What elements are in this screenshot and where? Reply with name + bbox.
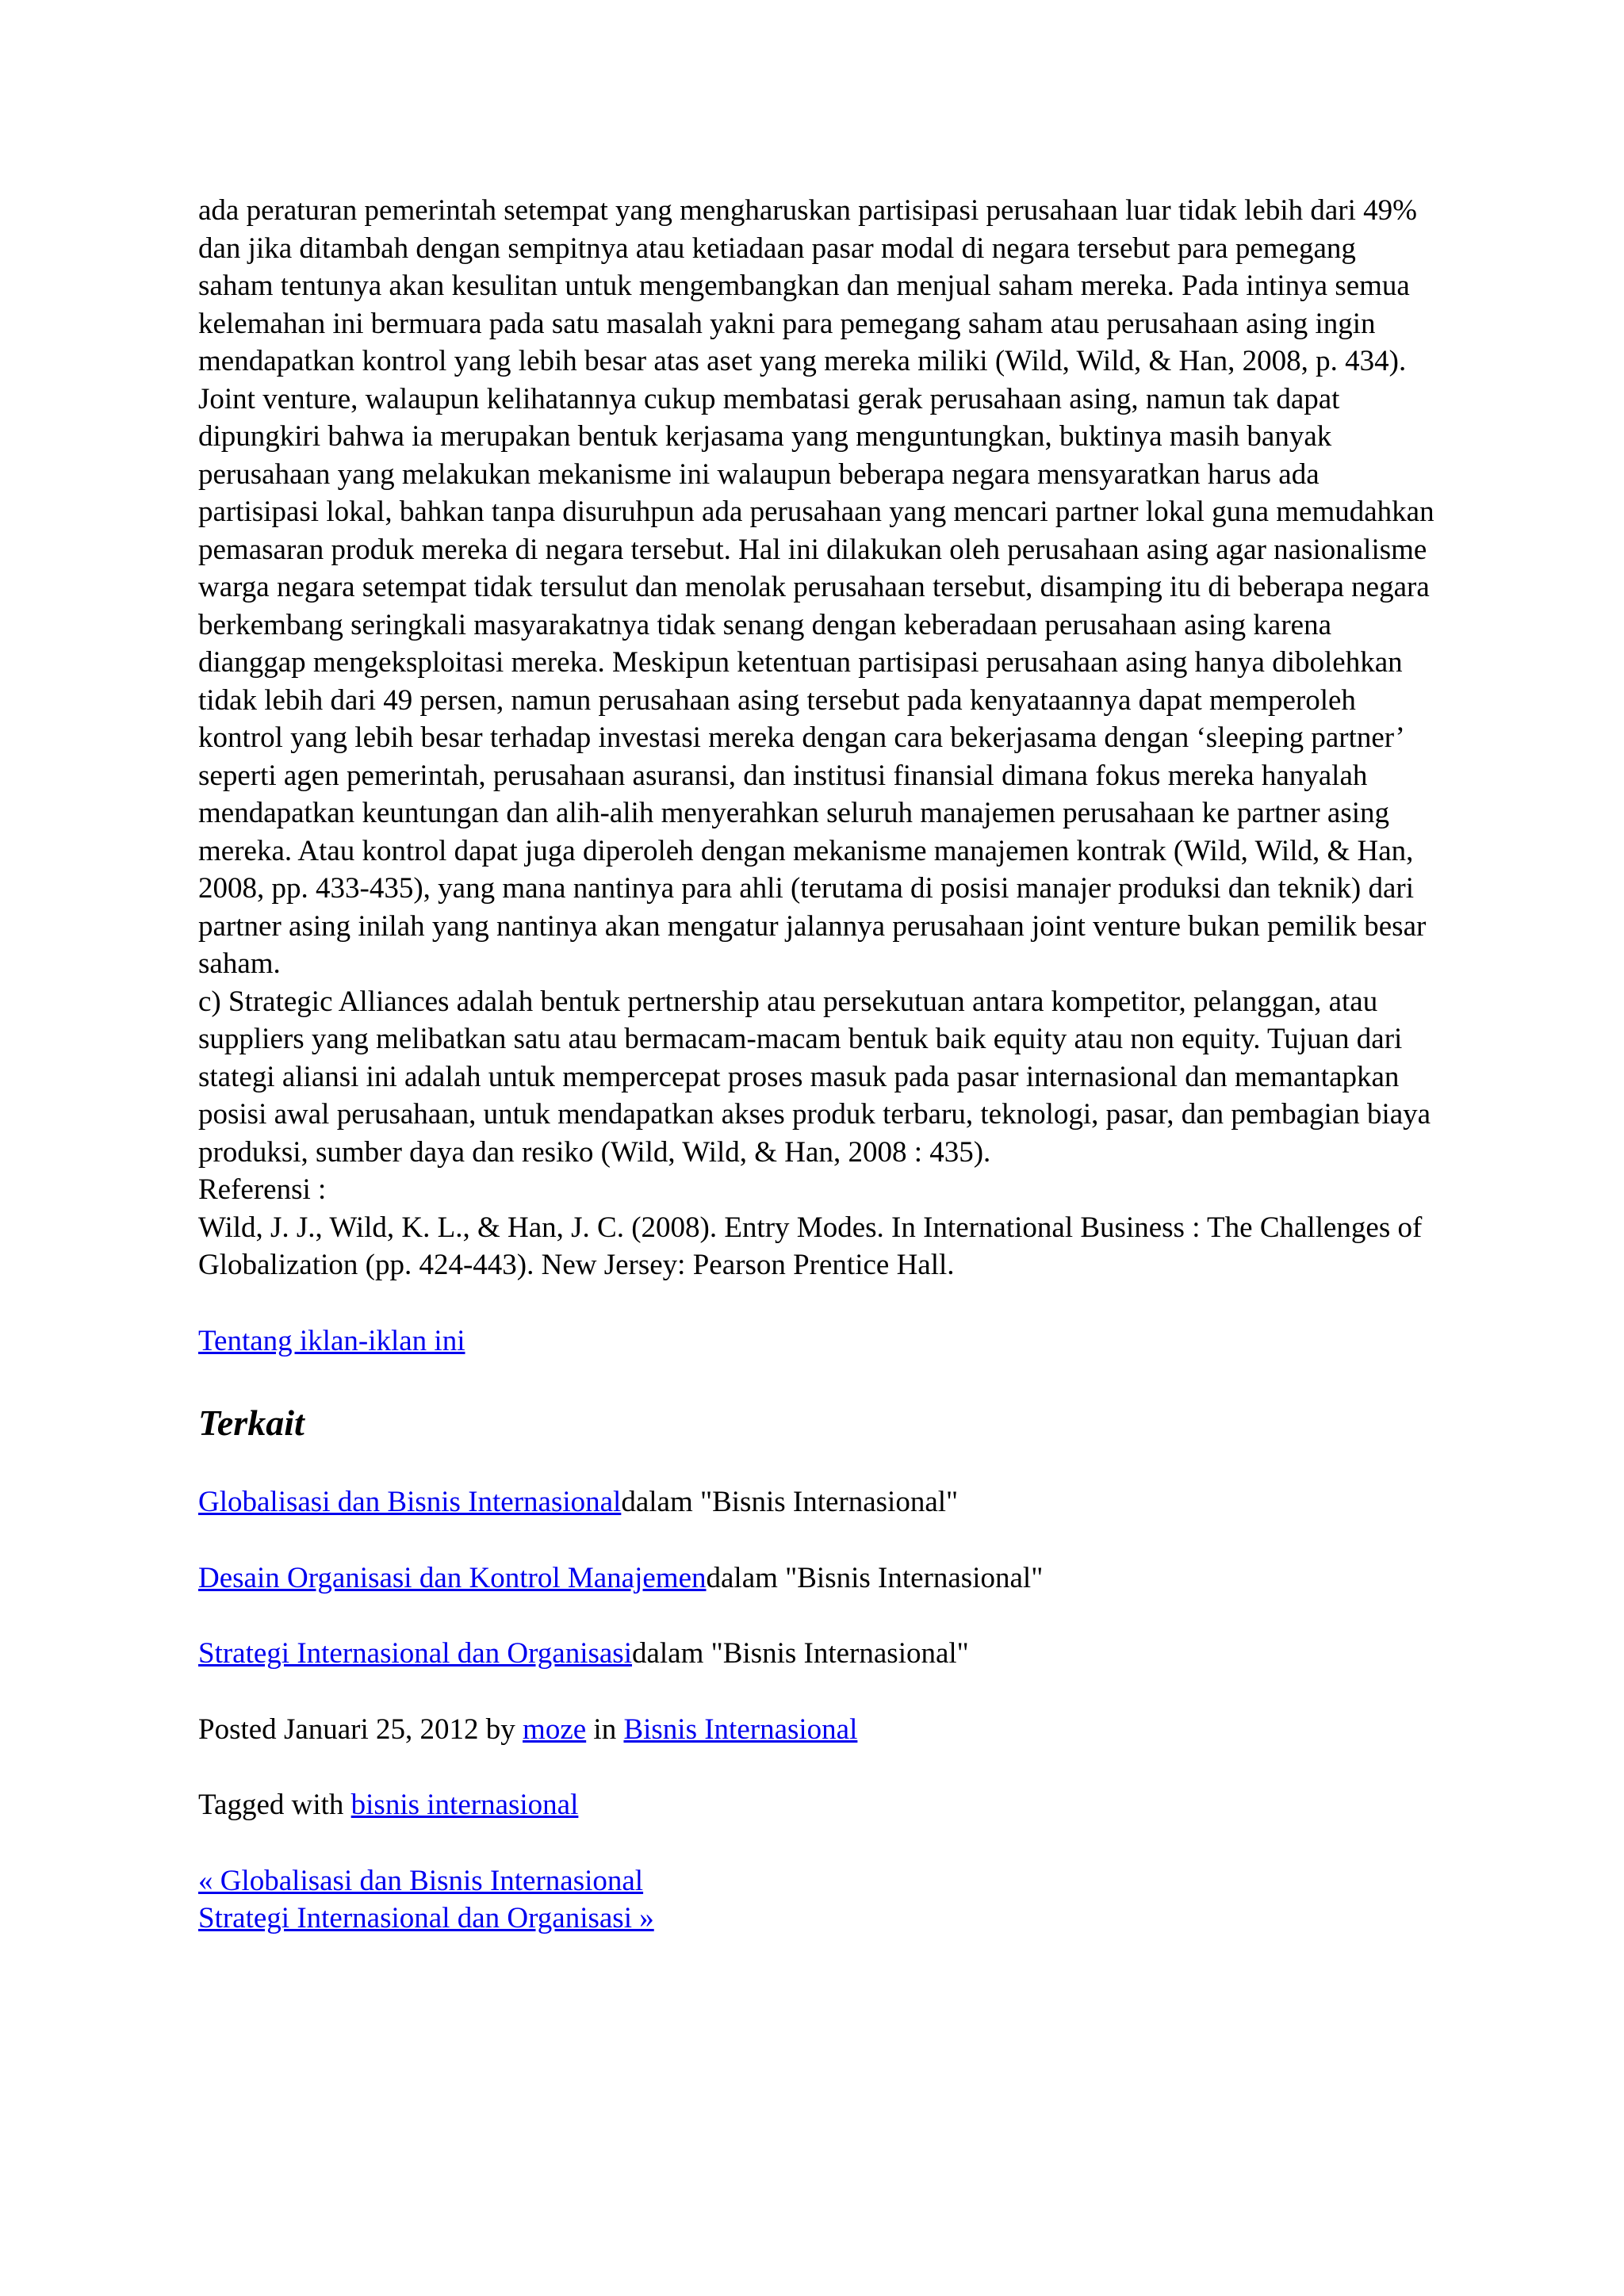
- in-label: in: [586, 1712, 624, 1746]
- related-item: [198, 1483, 1435, 1521]
- about-ads-link[interactable]: Tentang iklan-iklan ini: [198, 1324, 465, 1357]
- article-body: [198, 192, 1435, 1284]
- related-heading: Terkait: [198, 1402, 304, 1443]
- article-paragraph: Joint venture, walaupun kelihatannya cukup membatasi gerak perusahaan asing, namun tak dapat dipungkiri bahwa ia merupakan bentuk kerjasama yang menguntungkan, buktinya masih banyak perusahaan yang melakukan mekanisme ini walaupun beberapa negara mensyaratkan harus ada partisipasi lokal, bahkan tanpa disuruhpun ada perusahaan yang mencari partner lokal guna memudahkan pemasaran produk mereka di negara tersebut. Hal ini dilakukan oleh perusahaan asing agar nasionalisme warga negara setempat tidak tersulut dan menolak perusahaan tersebut, disamping itu di beberapa negara berkembang seringkali masyarakatnya tidak senang dengan keberadaan perusahaan asing karena dianggap mengeksploitasi mereka. Meskipun ketentuan partisipasi perusahaan asing hanya dibolehkan tidak lebih dari 49 persen, namun perusahaan asing tersebut pada kenyataannya dapat memperoleh kontrol yang lebih besar terhadap investasi mereka dengan cara bekerjasama dengan ‘sleeping partner’ seperti agen pemerintah, perusahaan asuransi, dan institusi finansial dimana fokus mereka hanyalah mendapatkan keuntungan dan alih-alih menyerahkan seluruh manajemen perusahaan ke partner asing mereka. Atau kontrol dapat juga diperoleh dengan mekanisme manajemen kontrak (Wild, Wild, & Han, 2008, pp. 433-435), yang mana nantinya para ahli (terutama di posisi manajer produksi dan teknik) dari partner asing inilah yang nantinya akan mengatur jalannya perusahaan joint venture bukan pemilik besar saham.: [198, 382, 1434, 980]
- reference-entry: Wild, J. J., Wild, K. L., & Han, J. C. (2008). Entry Modes. In International Business : The Challenges of Globalization (pp. 424-443). New Jersey: Pearson Prentice Hall.: [198, 1211, 1423, 1281]
- post-navigation: [198, 1862, 1435, 1938]
- related-context: dalam "Bisnis Internasional": [706, 1561, 1044, 1594]
- related-item: [198, 1559, 1435, 1598]
- related-link-desain-organisasi[interactable]: Desain Organisasi dan Kontrol Manajemen: [198, 1561, 707, 1594]
- related-link-strategi-internasional[interactable]: Strategi Internasional dan Organisasi: [198, 1637, 632, 1670]
- previous-post-link[interactable]: « Globalisasi dan Bisnis Internasional: [198, 1864, 644, 1897]
- post-date: Januari 25, 2012: [283, 1712, 479, 1746]
- category-link[interactable]: Bisnis Internasional: [623, 1712, 858, 1746]
- related-context: dalam "Bisnis Internasional": [631, 1637, 969, 1670]
- author-link[interactable]: moze: [523, 1712, 587, 1746]
- post-tags: [198, 1786, 1435, 1824]
- tagged-prefix: Tagged with: [198, 1789, 351, 1821]
- post-meta: [198, 1711, 1435, 1749]
- posted-prefix: Posted: [198, 1712, 284, 1746]
- related-link-globalisasi[interactable]: Globalisasi dan Bisnis Internasional: [198, 1486, 622, 1518]
- next-post-link[interactable]: Strategi Internasional dan Organisasi »: [198, 1902, 654, 1934]
- article-paragraph: ada peraturan pemerintah setempat yang mengharuskan partisipasi perusahaan luar tidak lebih dari 49% dan jika ditambah dengan sempitnya atau ketiadaan pasar modal di negara tersebut para pemegang saham tentunya akan kesulitan untuk mengembangkan dan menjual saham mereka. Pada intinya semua kelemahan ini bermuara pada satu masalah yakni para pemegang saham atau perusahaan asing ingin mendapatkan kontrol yang lebih besar atas aset yang mereka miliki (Wild, Wild, & Han, 2008, p. 434).: [198, 194, 1417, 377]
- tag-link[interactable]: bisnis internasional: [350, 1789, 579, 1821]
- article-paragraph: c) Strategic Alliances adalah bentuk pertnership atau persekutuan antara kompetitor, pelanggan, atau suppliers yang melibatkan satu atau bermacam-macam bentuk baik equity atau non equity. Tujuan dari stategi aliansi ini adalah untuk mempercepat proses masuk pada pasar internasional dan memantapkan posisi awal perusahaan, untuk mendapatkan akses produk terbaru, teknologi, pasar, dan pembagian biaya produksi, sumber daya dan resiko (Wild, Wild, & Han, 2008 : 435).: [198, 985, 1431, 1169]
- page-content: [198, 192, 1435, 1938]
- related-context: dalam "Bisnis Internasional": [621, 1486, 959, 1518]
- references-label: Referensi :: [198, 1173, 327, 1206]
- by-label: by: [478, 1712, 523, 1746]
- ads-info: [198, 1322, 1435, 1360]
- related-item: [198, 1635, 1435, 1673]
